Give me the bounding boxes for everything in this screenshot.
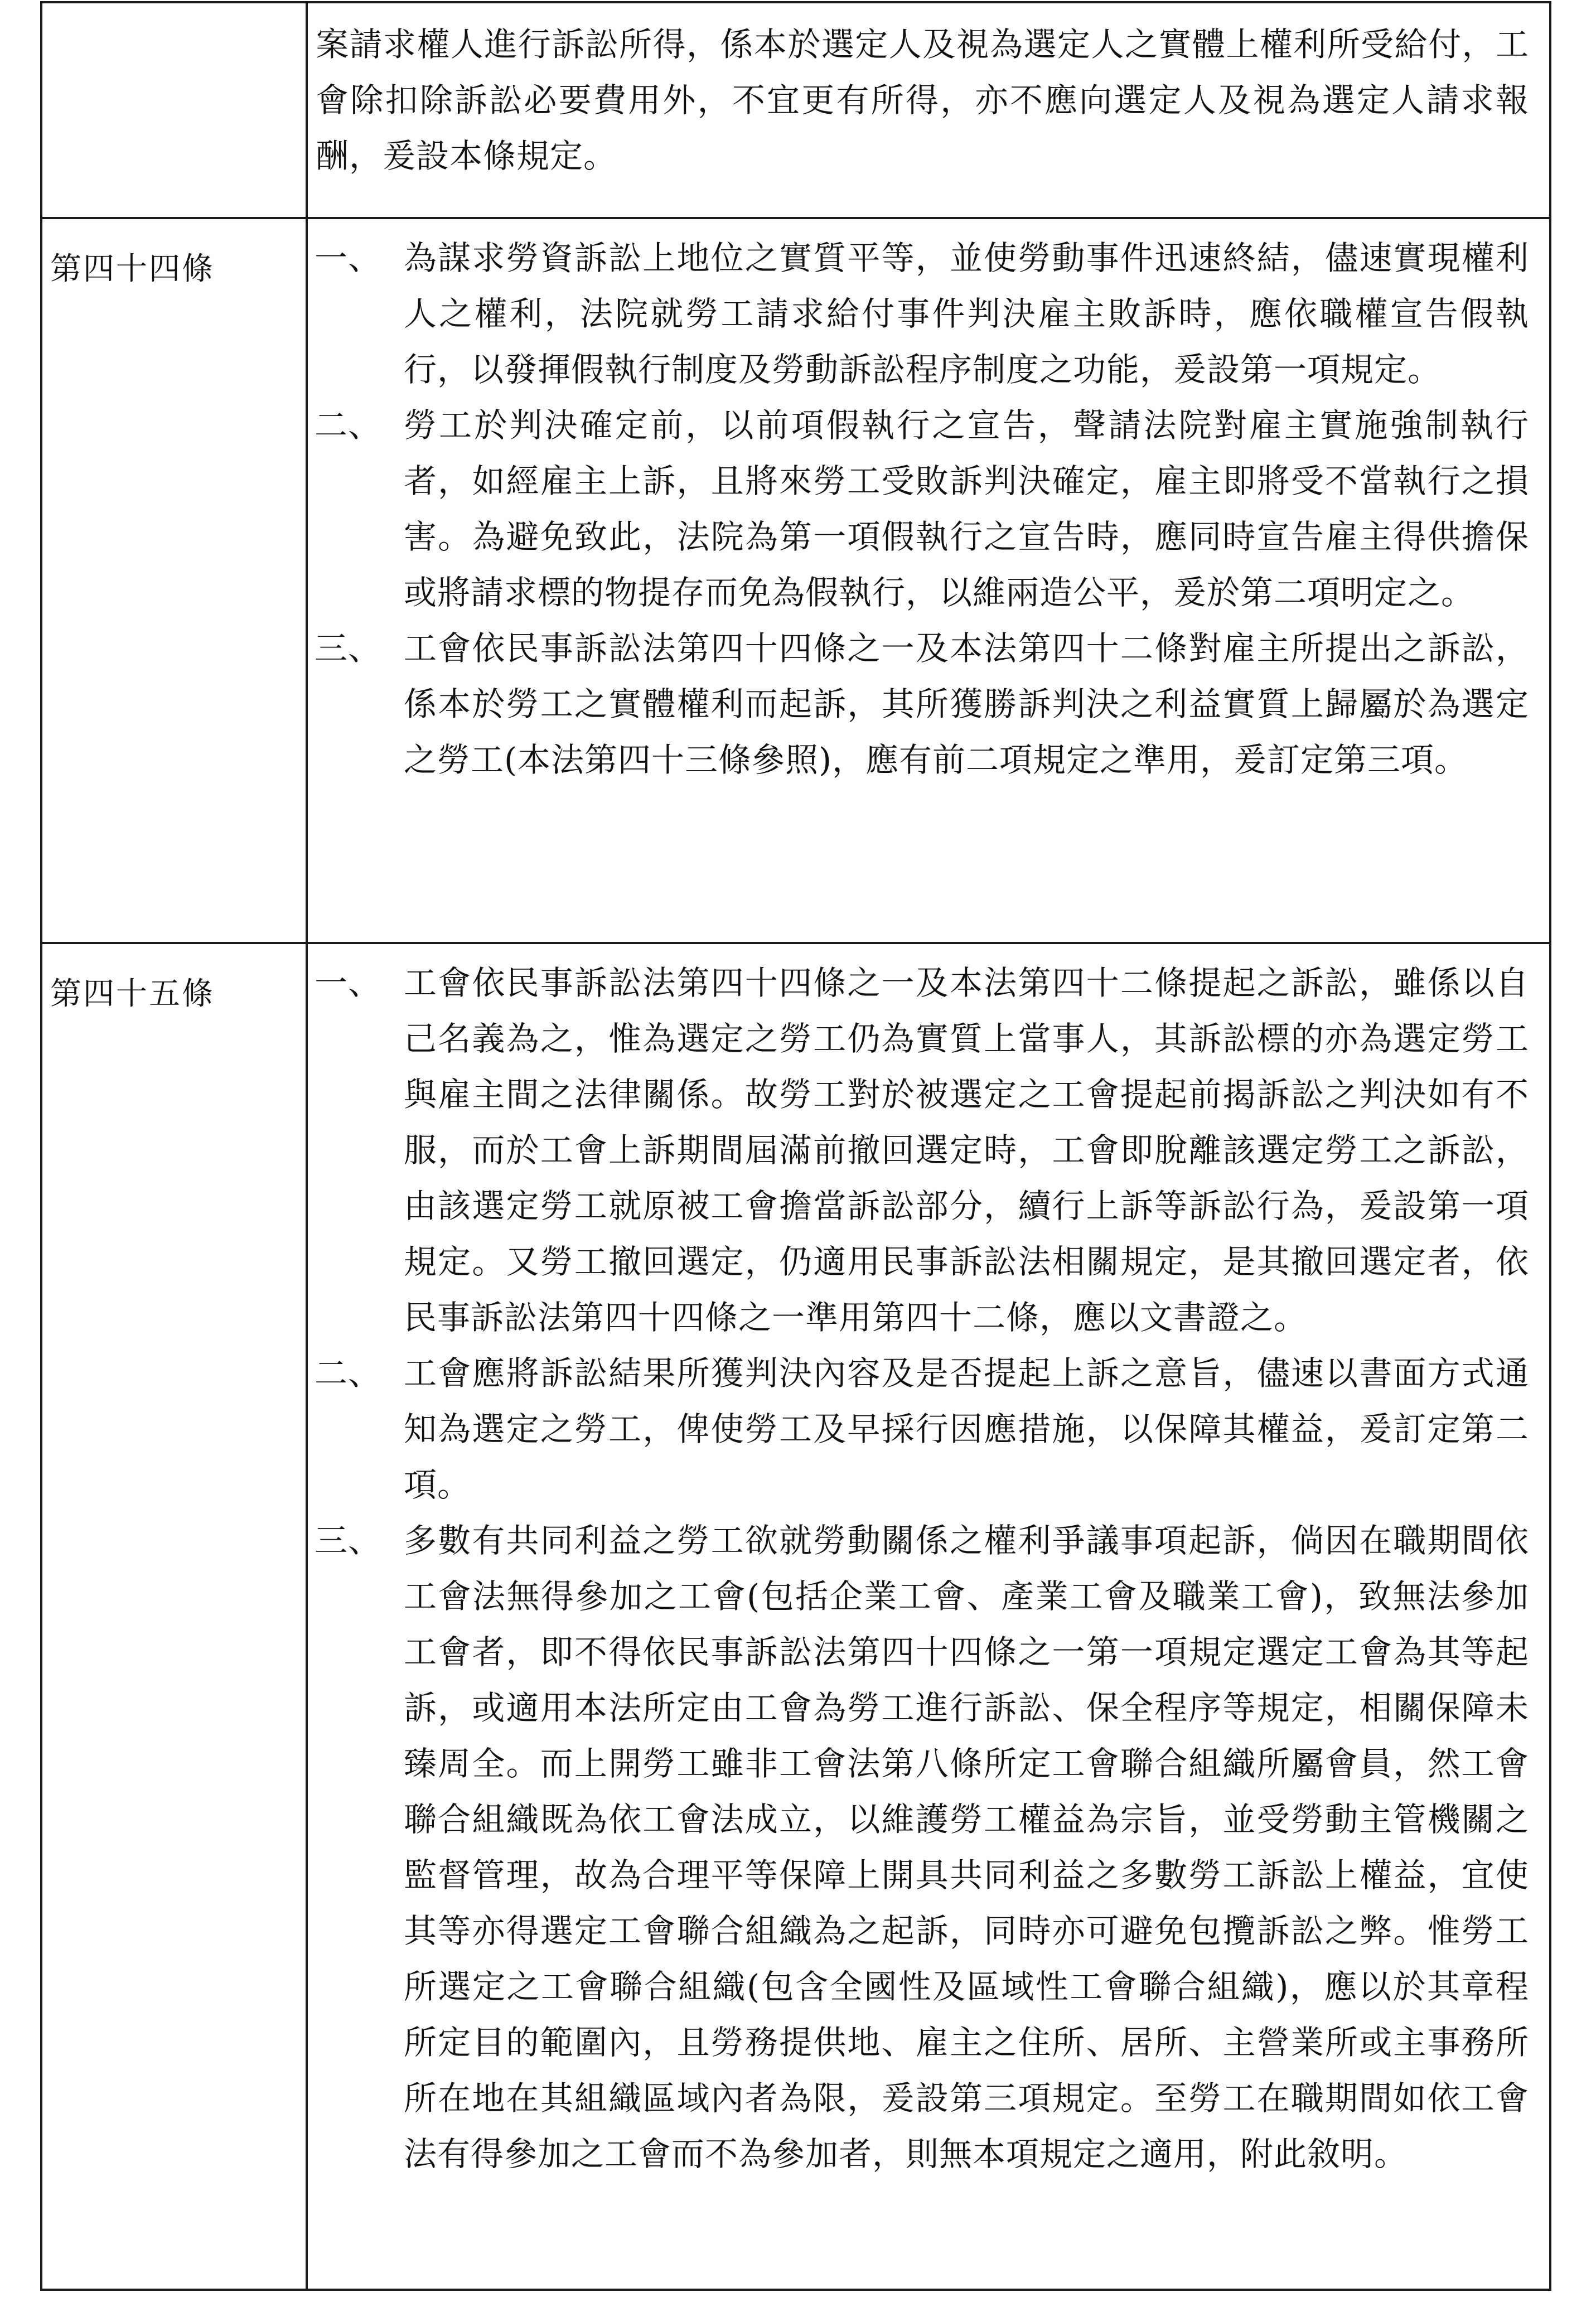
- item-marker: 二、: [315, 1354, 382, 1392]
- item-marker: 一、: [315, 239, 382, 277]
- item-text: 勞工於判決確定前，以前項假執行之宣告，聲請法院對雇主實施強制執行者，如經雇主上訴，且將來勞工受敗訴判決確定，雇主即將受不當執行之損害。為避免致此，法院為第一項假執行之宣告時，應同時宣告雇主得供擔保或將請求標的物提存而免為假執行，以維兩造公平，爰於第二項明定之。: [404, 406, 1529, 612]
- explanation-item: [315, 1513, 1529, 2182]
- explanation-table: [40, 1, 1551, 2291]
- article-label: [42, 3, 306, 26]
- item-marker: 三、: [315, 629, 382, 668]
- article-cell: [41, 218, 307, 943]
- item-marker: 一、: [315, 964, 382, 1002]
- table-row: [41, 218, 1550, 943]
- explanation-item: [315, 621, 1529, 788]
- item-text: 多數有共同利益之勞工欲就勞動關係之權利爭議事項起訴，倘因在職期間依工會法無得參加之工會(包括企業工會、產業工會及職業工會)，致無法參加工會者，即不得依民事訴訟法第四十四條之一第一項規定選定工會為其等起訴，或適用本法所定由工會為勞工進行訴訟、保全程序等規定，相關保障未臻周全。而上開勞工雖非工會法第八條所定工會聯合組織所屬會員，然工會聯合組織既為依工會法成立，以維護勞工權益為宗旨，並受勞動主管機關之監督管理，故為合理平等保障上開具共同利益之多數勞工訴訟上權益，宜使其等亦得選定工會聯合組織為之起訴，同時亦可避免包攬訴訟之弊。惟勞工所選定之工會聯合組織(包含全國性及區域性工會聯合組織)，應以於其章程所定目的範圍內，且勞務提供地、雇主之住所、居所、主營業所或主事務所所在地在其組織區域內者為限，爰設第三項規定。至勞工在職期間如依工會法有得參加之工會而不為參加者，則無本項規定之適用，附此敘明。: [404, 1521, 1529, 2173]
- explanation-cell: [307, 2, 1550, 218]
- explanation-item: [315, 398, 1529, 621]
- item-text: 工會依民事訴訟法第四十四條之一及本法第四十二條提起之訴訟，雖係以自己名義為之，惟為選定之勞工仍為實質上當事人，其訴訟標的亦為選定勞工與雇主間之法律關係。故勞工對於被選定之工會提起前揭訴訟之判決如有不服，而於工會上訴期間屆滿前撤回選定時，工會即脫離該選定勞工之訴訟，由該選定勞工就原被工會擔當訴訟部分，續行上訴等訴訟行為，爰設第一項規定。又勞工撤回選定，仍適用民事訴訟法相關規定，是其撤回選定者，依民事訴訟法第四十四條之一準用第四十二條，應以文書證之。: [404, 964, 1529, 1337]
- explanation-cell: [307, 943, 1550, 2290]
- continued-paragraph: 案請求權人進行訴訟所得，係本於選定人及視為選定人之實體上權利所受給付，工會除扣除訴訟必要費用外，不宜更有所得，亦不應向選定人及視為選定人請求報酬，爰設本條規定。: [316, 25, 1529, 175]
- table-row: [41, 2, 1550, 218]
- article-cell: [41, 2, 307, 218]
- item-marker: 三、: [315, 1521, 382, 1560]
- item-text: 為謀求勞資訴訟上地位之實質平等，並使勞動事件迅速終結，儘速實現權利人之權利，法院就勞工請求給付事件判決雇主敗訴時，應依職權宣告假執行，以發揮假執行制度及勞動訴訟程序制度之功能，爰設第一項規定。: [404, 239, 1529, 389]
- article-label: 第四十四條: [50, 251, 215, 287]
- item-text: 工會依民事訴訟法第四十四條之一及本法第四十二條對雇主所提出之訴訟，係本於勞工之實體權利而起訴，其所獲勝訴判決之利益實質上歸屬於為選定之勞工(本法第四十三條參照)，應有前二項規定之準用，爰訂定第三項。: [404, 629, 1529, 779]
- item-text: 工會應將訴訟結果所獲判決內容及是否提起上訴之意旨，儘速以書面方式通知為選定之勞工，俾使勞工及早採行因應措施，以保障其權益，爰訂定第二項。: [404, 1354, 1529, 1504]
- article-label: 第四十五條: [50, 976, 215, 1012]
- article-cell: [41, 943, 307, 2290]
- table-row: [41, 943, 1550, 2290]
- explanation-item: [315, 955, 1529, 1346]
- explanation-item: [315, 1346, 1529, 1513]
- item-marker: 二、: [315, 406, 382, 444]
- explanation-item: [315, 230, 1529, 398]
- explanation-cell: [307, 218, 1550, 943]
